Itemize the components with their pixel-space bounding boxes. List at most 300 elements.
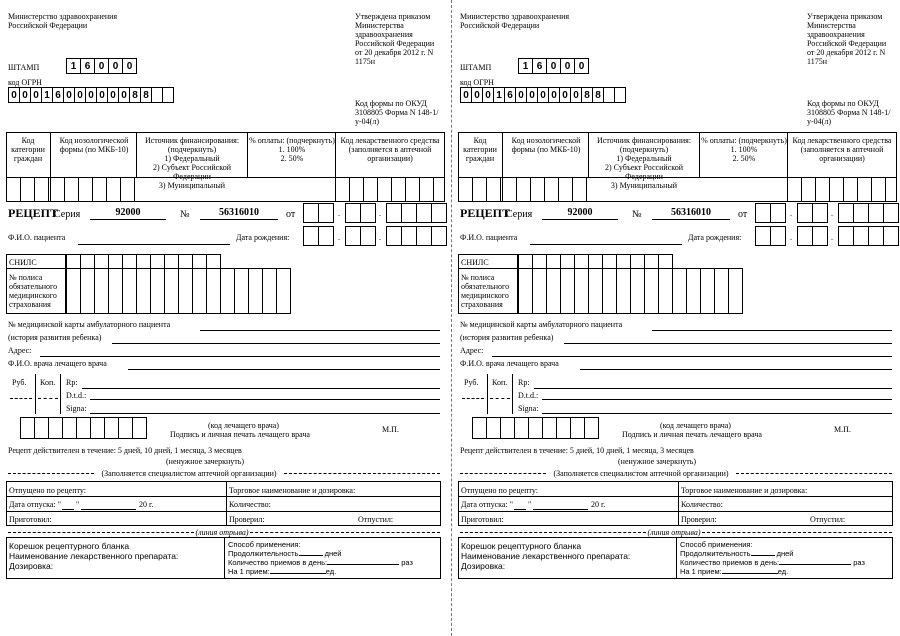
- cell[interactable]: [386, 226, 402, 246]
- cell[interactable]: [829, 177, 844, 202]
- cell[interactable]: [532, 268, 547, 314]
- form-code: Код формы по ОКУД 3108805 Форма N 148-1/у-04(л): [807, 99, 891, 126]
- policy-cells[interactable]: [66, 268, 291, 314]
- cell[interactable]: [120, 177, 135, 202]
- doctor-label: Ф.И.О. врача лечащего врача: [8, 359, 107, 368]
- cell[interactable]: [122, 268, 137, 314]
- cell[interactable]: [192, 254, 207, 269]
- dispensed-label: Отпущено по рецепту:: [9, 486, 86, 495]
- cell[interactable]: [318, 203, 334, 223]
- cell: 0: [482, 87, 494, 103]
- recipe-date-year[interactable]: [838, 203, 899, 223]
- recipe-date-year[interactable]: [386, 203, 447, 223]
- cell: [614, 87, 626, 103]
- cell[interactable]: [857, 177, 872, 202]
- drug-code-header: Код лекарственного средства (заполняется в аптечной организации): [340, 136, 440, 163]
- cell[interactable]: [104, 417, 119, 439]
- valid-label: Рецепт действителен в течение: 5 дней, 10 дней, 1 месяца, 3 месяцев: [8, 446, 242, 455]
- category-header: Код категории граждан: [463, 136, 497, 163]
- cell[interactable]: [360, 226, 376, 246]
- history-label: (история развития ребенка): [8, 333, 102, 342]
- cell[interactable]: [838, 226, 854, 246]
- ogrn-label: код ОГРН: [8, 78, 42, 87]
- patient-name-label: Ф.И.О. пациента: [460, 233, 518, 242]
- cell[interactable]: [616, 268, 631, 314]
- cell[interactable]: [570, 417, 585, 439]
- cell[interactable]: [556, 417, 571, 439]
- cell[interactable]: [630, 268, 645, 314]
- snils-label: СНИЛС: [9, 258, 37, 267]
- policy-label: № полиса обязательного медицинского страхования: [9, 273, 58, 309]
- cell[interactable]: [363, 177, 378, 202]
- cell[interactable]: [377, 177, 392, 202]
- patient-name-line[interactable]: [530, 244, 682, 245]
- cell[interactable]: [588, 268, 603, 314]
- times-label: раз: [401, 558, 413, 567]
- cell[interactable]: [801, 177, 816, 202]
- cell[interactable]: [90, 417, 105, 439]
- nosology-header: Код нозологической формы (по МКБ-10): [59, 136, 129, 154]
- birth-date-year[interactable]: [386, 226, 447, 246]
- recipe-date-day[interactable]: [755, 203, 786, 223]
- cell[interactable]: [62, 417, 77, 439]
- cell[interactable]: [486, 417, 501, 439]
- cell: 6: [52, 87, 64, 103]
- cell[interactable]: [770, 226, 786, 246]
- category-cells[interactable]: [458, 177, 501, 202]
- units-label: ед.: [777, 567, 789, 576]
- stamp-cells: [518, 58, 589, 74]
- cell[interactable]: [391, 177, 406, 202]
- dispense-year-label: 20 г.: [139, 500, 154, 509]
- from-label: от: [738, 209, 748, 220]
- trade-name-label: Торговое наименование и дозировка:: [229, 486, 356, 495]
- birth-date-day[interactable]: [755, 226, 786, 246]
- rub-label: Руб.: [464, 378, 479, 387]
- cell[interactable]: [658, 254, 673, 269]
- cell: 0: [94, 58, 109, 74]
- form-code: Код формы по ОКУД 3108805 Форма N 148-1/у-04(л): [355, 99, 439, 126]
- cell[interactable]: [349, 177, 364, 202]
- cell[interactable]: [714, 268, 729, 314]
- kop-label: Коп.: [492, 378, 508, 387]
- cell[interactable]: [345, 226, 361, 246]
- cell: 0: [574, 58, 589, 74]
- pharmacy-fill-label: (Заполняется специалистом аптечной организации): [101, 469, 277, 478]
- cell: 0: [122, 58, 137, 74]
- cell[interactable]: [574, 268, 589, 314]
- birth-date-label: Дата рождения:: [236, 233, 290, 242]
- cell[interactable]: [868, 226, 884, 246]
- cell: 8: [129, 87, 141, 103]
- cell[interactable]: [20, 417, 35, 439]
- prescription-form-left: Министерство здравоохранения Российской Федерации Утверждена приказом Министерства здравоохранения Российской Федерации от 20 декабря 2012 г. N 1175н ШТАМП 1 6 0 0 0 код ОГРН 0 0 0 1 6 0 0 0 0 0 0 8 8 Код формы по ОКУД 3108805 Форма N 148-1/у-04(л) Код категории граждан Код нозологической формы (по МКБ-10) Источник финансирования: (подчеркнуть) 1) Федеральный 2) Субъект Российской Федерации 3) Муниципальный % оплаты: (подчеркнуть) 1. 100% 2. 50% Код лекарственного средства (заполняется в аптечной организации) РЕЦЕПТ Серия 92000 № 56316010 от . . Ф.И.О. пациента Дата рождения: . . СНИЛС № полиса обязательного медицинского страхования № медицинской карты амбулаторного пациента (история развития ребенка) Адрес: Ф.И.О. врача лечащего врача Руб. Коп. Rp: D.t.d.: Signa: (код лечащего врача) Подпись и личная печать лечащего врача М.П. Рецепт действителен в течение: 5 дней, 10 дней, 1 месяца, 3 месяцев (ненужное зачеркнуть) (Заполняется специалистом аптечной организации) Отпущено по рецепту: Торговое наименование и дозировка: Дата отпуска: " " 20 г. Количество: Приготовил: Проверил: Отпустил: (линия отрыва) Корешок рецептурного бланка Наименование лекарственного препарата: Дозировка: Способ применения: Продолжительность дней Количество приемов в день: раз На 1 прием: ед.: [0, 0, 440, 636]
- cell[interactable]: [544, 177, 559, 202]
- cell[interactable]: [853, 203, 869, 223]
- cell: 8: [140, 87, 152, 103]
- number-sign: №: [632, 209, 642, 220]
- mp-label: М.П.: [834, 425, 851, 434]
- drug-name-label: Наименование лекарственного препарата:: [461, 551, 631, 561]
- cell: 0: [515, 87, 527, 103]
- cell[interactable]: [34, 177, 49, 202]
- cell[interactable]: [150, 268, 165, 314]
- cell: 0: [471, 87, 483, 103]
- valid-label: Рецепт действителен в течение: 5 дней, 10 дней, 1 месяца, 3 месяцев: [460, 446, 694, 455]
- recipe-title: РЕЦЕПТ: [8, 206, 59, 220]
- cell[interactable]: [431, 226, 447, 246]
- cell[interactable]: [546, 254, 561, 269]
- patient-name-line[interactable]: [78, 244, 230, 245]
- cell[interactable]: [150, 254, 165, 269]
- cell[interactable]: [658, 268, 673, 314]
- address-label: Адрес:: [460, 346, 484, 355]
- cell: 0: [8, 87, 20, 103]
- birth-date-label: Дата рождения:: [688, 233, 742, 242]
- cell: 6: [80, 58, 95, 74]
- cell[interactable]: [132, 417, 147, 439]
- med-card-label: № медицинской карты амбулаторного пациента: [460, 320, 623, 329]
- times-label: раз: [853, 558, 865, 567]
- doses-per-day-label: Количество приемов в день:: [680, 558, 780, 567]
- recipe-title: РЕЦЕПТ: [460, 206, 511, 220]
- cell[interactable]: [108, 268, 123, 314]
- cell[interactable]: [542, 417, 557, 439]
- snils-cells[interactable]: [66, 254, 221, 269]
- stamp-label: ШТАМП: [460, 63, 492, 72]
- prepared-label: Приготовил:: [461, 515, 504, 524]
- cell[interactable]: [78, 177, 93, 202]
- cell[interactable]: [262, 268, 277, 314]
- ogrn-cells: [8, 87, 174, 103]
- cell[interactable]: [419, 177, 434, 202]
- cell: 1: [41, 87, 53, 103]
- number-sign: №: [180, 209, 190, 220]
- cell[interactable]: [6, 177, 21, 202]
- cell: 0: [526, 87, 538, 103]
- duration-label: Продолжительность: [228, 549, 299, 558]
- cell[interactable]: [136, 268, 151, 314]
- cell[interactable]: [64, 177, 79, 202]
- cell[interactable]: [80, 254, 95, 269]
- cell[interactable]: [66, 254, 81, 269]
- dtd-label: D.t.d.:: [518, 391, 539, 400]
- cell[interactable]: [616, 254, 631, 269]
- signa-label: Signa:: [518, 404, 539, 413]
- doctor-code-label: (код лечащего врача): [208, 421, 279, 430]
- cell[interactable]: [574, 254, 589, 269]
- approval-text: Утверждена приказом Министерства здравоохранения Российской Федерации от 20 декабря 2012 г. N 1175н: [807, 12, 887, 66]
- cell[interactable]: [883, 226, 899, 246]
- cell[interactable]: [76, 417, 91, 439]
- cell[interactable]: [108, 254, 123, 269]
- cell[interactable]: [630, 254, 645, 269]
- stub-title: Корешок рецептурного бланка: [461, 541, 582, 551]
- payment-header: % оплаты: (подчеркнуть) 1. 100% 2. 50%: [249, 136, 335, 163]
- cell[interactable]: [303, 226, 319, 246]
- cell: 0: [74, 87, 86, 103]
- doctor-code-cells[interactable]: [472, 417, 599, 439]
- cell[interactable]: [92, 177, 107, 202]
- recipe-date-month[interactable]: [797, 203, 828, 223]
- birth-date-month[interactable]: [345, 226, 376, 246]
- cell[interactable]: [532, 254, 547, 269]
- quantity-label: Количество:: [229, 500, 271, 509]
- cell[interactable]: [472, 177, 487, 202]
- cut-line-label: (линия отрыва): [195, 528, 249, 537]
- prescription-form-right: Министерство здравоохранения Российской Федерации Утверждена приказом Министерства здравоохранения Российской Федерации от 20 декабря 2012 г. N 1175н ШТАМП 1 6 0 0 0 код ОГРН 0 0 0 1 6 0 0 0 0 0 0 8 8 Код формы по ОКУД 3108805 Форма N 148-1/у-04(л) Код категории граждан Код нозологической формы (по МКБ-10) Источник финансирования: (подчеркнуть) 1) Федеральный 2) Субъект Российской Федерации 3) Муниципальный % оплаты: (подчеркнуть) 1. 100% 2. 50% Код лекарственного средства (заполняется в аптечной организации) РЕЦЕПТ Серия 92000 № 56316010 от . . Ф.И.О. пациента Дата рождения: . . СНИЛС № полиса обязательного медицинского страхования № медицинской карты амбулаторного пациента (история развития ребенка) Адрес: Ф.И.О. врача лечащего врача Руб. Коп. Rp: D.t.d.: Signa: (код лечащего врача) Подпись и личная печать лечащего врача М.П. Рецепт действителен в течение: 5 дней, 10 дней, 1 месяца, 3 месяцев (ненужное зачеркнуть) (Заполняется специалистом аптечной организации) Отпущено по рецепту: Торговое наименование и дозировка: Дата отпуска: " " 20 г. Количество: Приготовил: Проверил: Отпустил: (линия отрыва) Корешок рецептурного бланка Наименование лекарственного препарата: Дозировка: Способ применения: Продолжительность дней Количество приемов в день: раз На 1 прием: ед.: [452, 0, 892, 636]
- recipe-date-day[interactable]: [303, 203, 334, 223]
- cell[interactable]: [514, 417, 529, 439]
- cell[interactable]: [868, 203, 884, 223]
- cell: 1: [518, 58, 533, 74]
- cell: [162, 87, 174, 103]
- cell[interactable]: [20, 177, 35, 202]
- cell[interactable]: [360, 203, 376, 223]
- cell[interactable]: [458, 177, 473, 202]
- trade-name-label: Торговое наименование и дозировка:: [681, 486, 808, 495]
- cell[interactable]: [728, 268, 743, 314]
- cell: 0: [546, 58, 561, 74]
- number-value: 56316010: [671, 207, 711, 218]
- cell: 1: [493, 87, 505, 103]
- doses-per-day-label: Количество приемов в день:: [228, 558, 328, 567]
- cell[interactable]: [472, 417, 487, 439]
- cell[interactable]: [178, 254, 193, 269]
- drug-code-header: Код лекарственного средства (заполняется в аптечной организации): [792, 136, 892, 163]
- drug-code-cells[interactable]: [335, 177, 434, 202]
- cell[interactable]: [164, 254, 179, 269]
- stub-left: [9, 541, 178, 571]
- prepared-label: Приготовил:: [9, 515, 52, 524]
- financing-header: Источник финансирования: (подчеркнуть) 1) Федеральный 2) Субъект Российской Федерации 3) Муниципальный: [596, 136, 692, 190]
- birth-date-year[interactable]: [838, 226, 899, 246]
- cell[interactable]: [560, 268, 575, 314]
- nosology-header: Код нозологической формы (по МКБ-10): [511, 136, 581, 154]
- usage-method-label: Способ применения:: [228, 540, 301, 549]
- cell[interactable]: [48, 417, 63, 439]
- cell: 6: [532, 58, 547, 74]
- cell[interactable]: [486, 177, 501, 202]
- drug-code-cells[interactable]: [787, 177, 886, 202]
- cell[interactable]: [518, 268, 533, 314]
- cell[interactable]: [546, 268, 561, 314]
- cell[interactable]: [572, 177, 587, 202]
- days-label: дней: [776, 549, 794, 558]
- issued-label: Отпустил:: [358, 515, 394, 524]
- recipe-date-month[interactable]: [345, 203, 376, 223]
- cell: 1: [66, 58, 81, 74]
- cell[interactable]: [584, 417, 599, 439]
- cross-out-label: (ненужное зачеркнуть): [166, 457, 245, 466]
- cell[interactable]: [303, 203, 319, 223]
- cell[interactable]: [871, 177, 886, 202]
- cell[interactable]: [401, 226, 417, 246]
- cell[interactable]: [416, 226, 432, 246]
- cell[interactable]: [416, 203, 432, 223]
- cell[interactable]: [386, 203, 402, 223]
- cell: 0: [63, 87, 75, 103]
- cell[interactable]: [106, 177, 121, 202]
- cell[interactable]: [812, 226, 828, 246]
- cell[interactable]: [122, 254, 137, 269]
- cell: 0: [96, 87, 108, 103]
- series-value: 92000: [567, 207, 593, 218]
- from-label: от: [286, 209, 296, 220]
- cell[interactable]: [644, 254, 659, 269]
- cell[interactable]: [206, 268, 221, 314]
- dosage-label: Дозировка:: [461, 561, 506, 571]
- mp-label: М.П.: [382, 425, 399, 434]
- checked-label: Проверил:: [229, 515, 265, 524]
- snils-label: СНИЛС: [461, 258, 489, 267]
- dosage-label: Дозировка:: [9, 561, 54, 571]
- cell[interactable]: [644, 268, 659, 314]
- rp-label: Rp:: [66, 378, 78, 387]
- cell: 0: [570, 87, 582, 103]
- ogrn-label: код ОГРН: [460, 78, 494, 87]
- stamp-cells: [66, 58, 137, 74]
- duration-label: Продолжительность: [680, 549, 751, 558]
- cell[interactable]: [164, 268, 179, 314]
- signature-label: Подпись и личная печать лечащего врача: [170, 430, 310, 439]
- cell[interactable]: [500, 417, 515, 439]
- cell[interactable]: [602, 254, 617, 269]
- cell[interactable]: [815, 177, 830, 202]
- cell[interactable]: [206, 254, 221, 269]
- cell: 0: [30, 87, 42, 103]
- cell[interactable]: [843, 177, 858, 202]
- doctor-code-label: (код лечащего врача): [660, 421, 731, 430]
- cell[interactable]: [516, 177, 531, 202]
- cell[interactable]: [401, 203, 417, 223]
- dispense-date-label: Дата отпуска: ": [9, 500, 61, 509]
- cell: 0: [85, 87, 97, 103]
- cell: 0: [19, 87, 31, 103]
- cell[interactable]: [518, 254, 533, 269]
- nosology-cells[interactable]: [502, 177, 587, 202]
- units-label: ед.: [325, 567, 337, 576]
- policy-label: № полиса обязательного медицинского страхования: [461, 273, 510, 309]
- cell[interactable]: [136, 254, 151, 269]
- cell: 0: [460, 87, 472, 103]
- doctor-code-cells[interactable]: [20, 417, 147, 439]
- cell[interactable]: [602, 268, 617, 314]
- doctor-label: Ф.И.О. врача лечащего врача: [460, 359, 559, 368]
- dispense-year-label: 20 г.: [591, 500, 606, 509]
- cell[interactable]: [234, 268, 249, 314]
- birth-date-month[interactable]: [797, 226, 828, 246]
- cell[interactable]: [80, 268, 95, 314]
- cell[interactable]: [178, 268, 193, 314]
- pharmacy-fill-label: (Заполняется специалистом аптечной организации): [553, 469, 729, 478]
- per-dose-label: На 1 прием:: [228, 567, 270, 576]
- stub-left: [461, 541, 630, 571]
- cell[interactable]: [94, 254, 109, 269]
- cell[interactable]: [335, 177, 350, 202]
- issued-label: Отпустил:: [810, 515, 846, 524]
- cell[interactable]: [558, 177, 573, 202]
- financing-header: Источник финансирования: (подчеркнуть) 1) Федеральный 2) Субъект Российской Федерации 3) Муниципальный: [144, 136, 240, 190]
- cell[interactable]: [530, 177, 545, 202]
- dispense-date-label: Дата отпуска: ": [461, 500, 513, 509]
- cell: 0: [559, 87, 571, 103]
- cell[interactable]: [853, 226, 869, 246]
- snils-cells[interactable]: [518, 254, 673, 269]
- birth-date-day[interactable]: [303, 226, 334, 246]
- address-label: Адрес:: [8, 346, 32, 355]
- cell: 0: [108, 58, 123, 74]
- cell[interactable]: [838, 203, 854, 223]
- signa-label: Signa:: [66, 404, 87, 413]
- patient-name-label: Ф.И.О. пациента: [8, 233, 66, 242]
- number-value: 56316010: [219, 207, 259, 218]
- category-cells[interactable]: [6, 177, 49, 202]
- cell[interactable]: [276, 268, 291, 314]
- cell[interactable]: [431, 203, 447, 223]
- approval-text: Утверждена приказом Министерства здравоохранения Российской Федерации от 20 декабря 2012 г. N 1175н: [355, 12, 435, 66]
- cell[interactable]: [34, 417, 49, 439]
- cross-out-label: (ненужное зачеркнуть): [618, 457, 697, 466]
- cell[interactable]: [700, 268, 715, 314]
- cell[interactable]: [797, 203, 813, 223]
- cell[interactable]: [50, 177, 65, 202]
- med-card-label: № медицинской карты амбулаторного пациента: [8, 320, 171, 329]
- cell[interactable]: [318, 226, 334, 246]
- cell[interactable]: [672, 268, 687, 314]
- policy-cells[interactable]: [518, 268, 743, 314]
- usage-method-label: Способ применения:: [680, 540, 753, 549]
- series-label: Серия: [54, 209, 81, 220]
- cell[interactable]: [192, 268, 207, 314]
- cell: 0: [560, 58, 575, 74]
- cell[interactable]: [118, 417, 133, 439]
- cell: 0: [118, 87, 130, 103]
- cell[interactable]: [755, 226, 771, 246]
- rp-label: Rp:: [518, 378, 530, 387]
- cell[interactable]: [94, 268, 109, 314]
- cell[interactable]: [770, 203, 786, 223]
- cell[interactable]: [755, 203, 771, 223]
- payment-header: % оплаты: (подчеркнуть) 1. 100% 2. 50%: [701, 136, 787, 163]
- cell[interactable]: [797, 226, 813, 246]
- cell[interactable]: [248, 268, 263, 314]
- ministry-text: Министерство здравоохранения Российской Федерации: [8, 12, 118, 30]
- history-label: (история развития ребенка): [460, 333, 554, 342]
- cell: 0: [537, 87, 549, 103]
- cell[interactable]: [528, 417, 543, 439]
- stub-right: [228, 540, 438, 576]
- cell[interactable]: [345, 203, 361, 223]
- cell[interactable]: [883, 203, 899, 223]
- cell[interactable]: [220, 268, 235, 314]
- cell[interactable]: [812, 203, 828, 223]
- series-label: Серия: [506, 209, 533, 220]
- cell[interactable]: [787, 177, 802, 202]
- cell[interactable]: [560, 254, 575, 269]
- series-value: 92000: [115, 207, 141, 218]
- cell: 6: [504, 87, 516, 103]
- nosology-cells[interactable]: [50, 177, 135, 202]
- cut-line-label: (линия отрыва): [647, 528, 701, 537]
- quantity-label: Количество:: [681, 500, 723, 509]
- cell[interactable]: [502, 177, 517, 202]
- cell[interactable]: [66, 268, 81, 314]
- cell[interactable]: [686, 268, 701, 314]
- cell[interactable]: [588, 254, 603, 269]
- days-label: дней: [324, 549, 342, 558]
- cell[interactable]: [405, 177, 420, 202]
